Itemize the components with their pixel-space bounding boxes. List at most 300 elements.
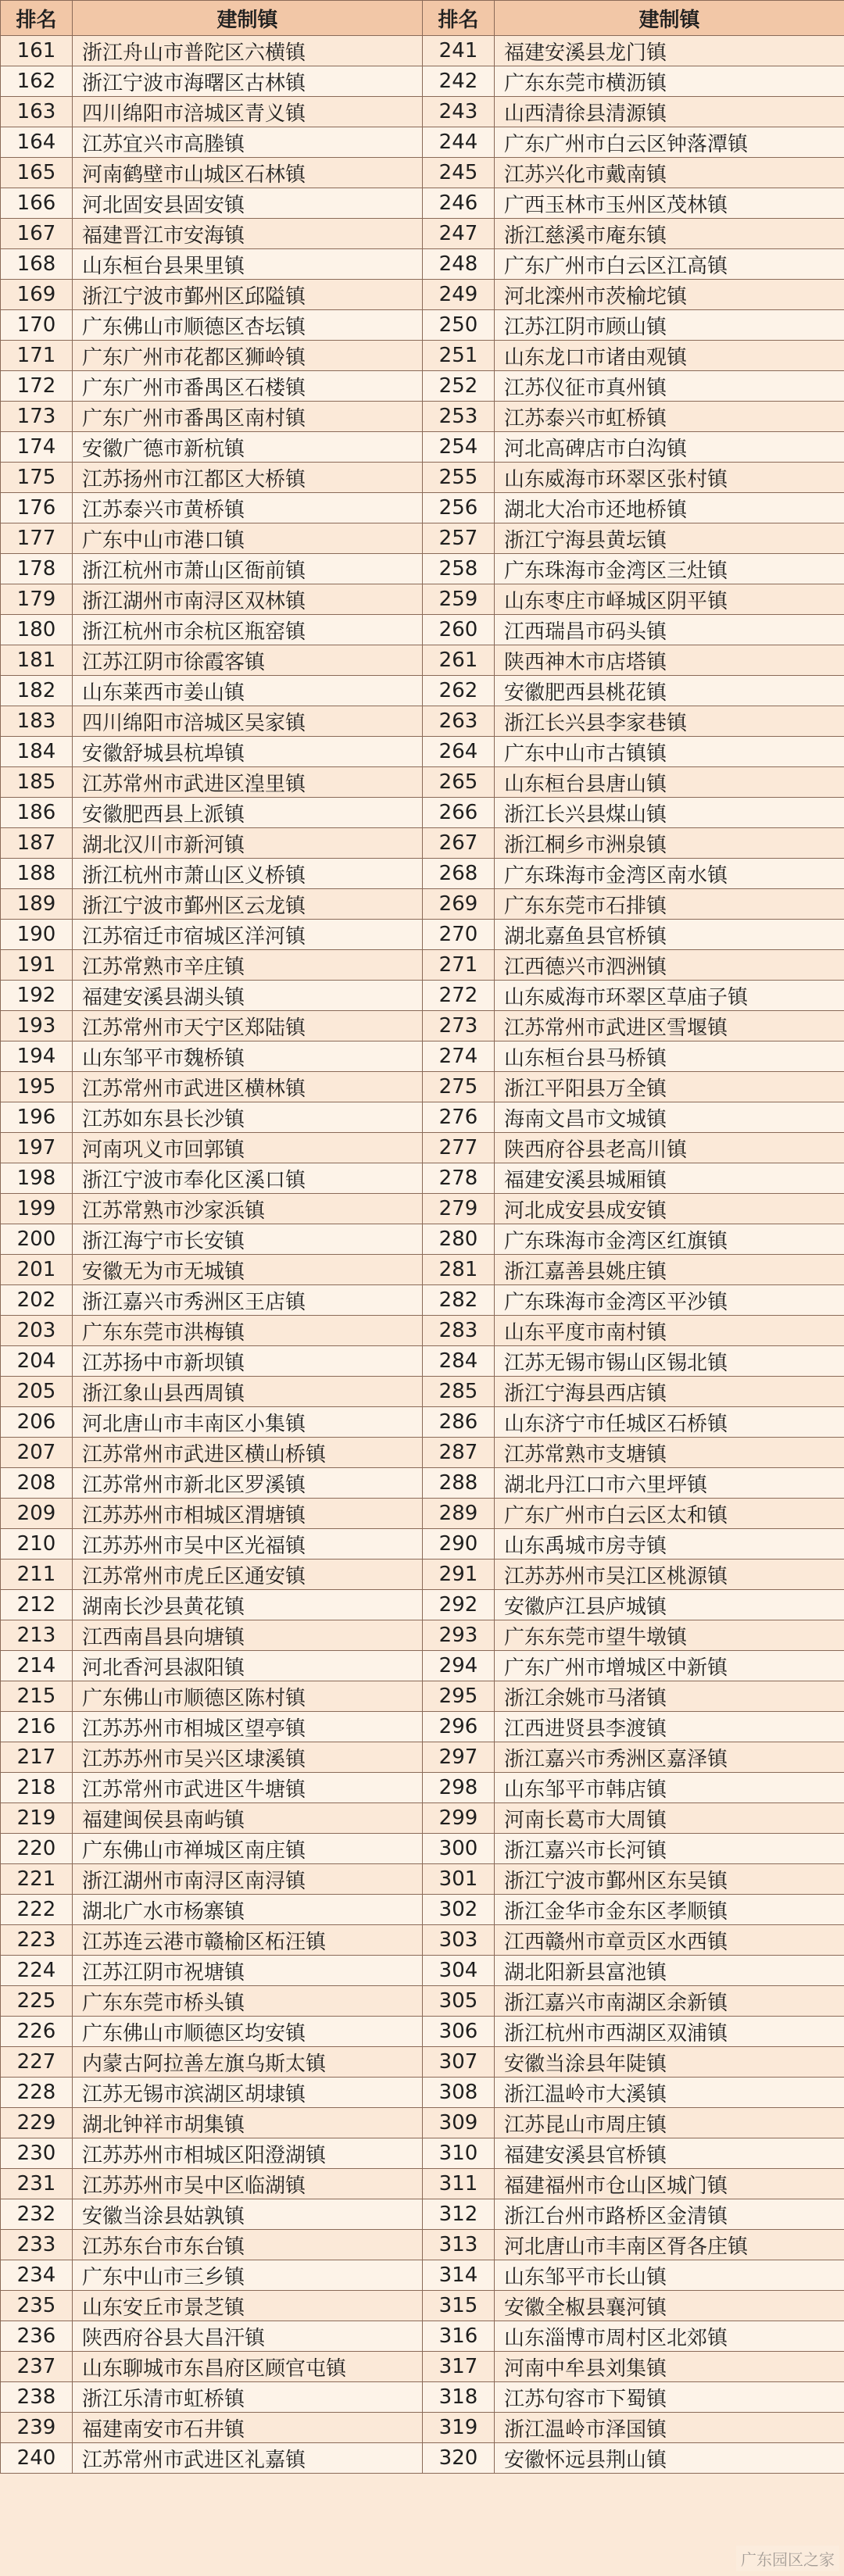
town-cell-left: 福建晋江市安海镇	[73, 219, 423, 249]
town-cell-left: 河北香河县淑阳镇	[73, 1651, 423, 1681]
table-row	[1, 950, 844, 981]
rank-cell-left: 172	[1, 371, 73, 402]
rank-cell-left: 198	[1, 1163, 73, 1194]
town-cell-right: 山西清徐县清源镇	[495, 97, 844, 127]
rank-cell-left: 215	[1, 1681, 73, 1712]
rank-cell-right: 243	[423, 97, 495, 127]
town-cell-left: 山东桓台县果里镇	[73, 249, 423, 280]
table-row	[1, 219, 844, 249]
rank-cell-left: 191	[1, 950, 73, 981]
town-cell-right: 福建福州市仓山区城门镇	[495, 2169, 844, 2199]
rank-cell-left: 229	[1, 2108, 73, 2138]
rank-cell-left: 223	[1, 1925, 73, 1956]
table-row	[1, 493, 844, 523]
table-row	[1, 310, 844, 341]
rank-cell-left: 226	[1, 2017, 73, 2047]
rank-cell-left: 237	[1, 2352, 73, 2382]
town-cell-left: 江苏常熟市辛庄镇	[73, 950, 423, 981]
rank-cell-left: 209	[1, 1499, 73, 1529]
town-cell-right: 浙江平阳县万全镇	[495, 1072, 844, 1102]
table-row	[1, 798, 844, 828]
town-cell-left: 江苏扬州市江都区大桥镇	[73, 463, 423, 493]
table-row	[1, 2382, 844, 2413]
rank-cell-right: 261	[423, 645, 495, 676]
rank-cell-left: 200	[1, 1224, 73, 1255]
table-row	[1, 127, 844, 158]
rank-cell-left: 170	[1, 310, 73, 341]
rank-cell-left: 202	[1, 1285, 73, 1316]
town-cell-left: 江苏常州市虎丘区通安镇	[73, 1560, 423, 1590]
rank-cell-right: 269	[423, 889, 495, 920]
table-row	[1, 889, 844, 920]
town-cell-right: 山东桓台县马桥镇	[495, 1041, 844, 1072]
town-cell-right: 广西玉林市玉州区茂林镇	[495, 188, 844, 219]
town-cell-right: 广东珠海市金湾区南水镇	[495, 859, 844, 889]
town-cell-left: 浙江宁波市奉化区溪口镇	[73, 1163, 423, 1194]
town-cell-left: 江苏苏州市相城区渭塘镇	[73, 1499, 423, 1529]
town-cell-left: 广东佛山市禅城区南庄镇	[73, 1834, 423, 1864]
town-cell-left: 江苏如东县长沙镇	[73, 1102, 423, 1133]
town-cell-right: 广东广州市白云区钟落潭镇	[495, 127, 844, 158]
rank-cell-left: 236	[1, 2321, 73, 2352]
town-cell-right: 广东东莞市横沥镇	[495, 66, 844, 97]
table-row	[1, 463, 844, 493]
town-cell-right: 浙江长兴县李家巷镇	[495, 706, 844, 737]
rank-cell-right: 244	[423, 127, 495, 158]
table-row	[1, 2108, 844, 2138]
rank-cell-left: 232	[1, 2199, 73, 2230]
town-cell-right: 浙江宁海县西店镇	[495, 1377, 844, 1407]
rank-cell-left: 183	[1, 706, 73, 737]
town-cell-right: 江苏句容市下蜀镇	[495, 2382, 844, 2413]
rank-cell-left: 234	[1, 2260, 73, 2291]
town-cell-right: 江苏泰兴市虹桥镇	[495, 402, 844, 432]
rank-cell-right: 263	[423, 706, 495, 737]
rank-cell-left: 166	[1, 188, 73, 219]
town-cell-left: 江苏常州市武进区牛塘镇	[73, 1773, 423, 1803]
rank-cell-right: 264	[423, 737, 495, 767]
rank-cell-left: 181	[1, 645, 73, 676]
table-row	[1, 676, 844, 706]
rank-cell-right: 298	[423, 1773, 495, 1803]
town-cell-left: 江苏常州市武进区横山桥镇	[73, 1438, 423, 1468]
rank-cell-right: 270	[423, 920, 495, 950]
rank-cell-right: 318	[423, 2382, 495, 2413]
rank-cell-left: 233	[1, 2230, 73, 2260]
town-cell-right: 江苏常熟市支塘镇	[495, 1438, 844, 1468]
rank-cell-left: 186	[1, 798, 73, 828]
town-cell-right: 浙江宁海县黄坛镇	[495, 523, 844, 554]
rank-cell-left: 163	[1, 97, 73, 127]
rank-cell-right: 291	[423, 1560, 495, 1590]
rank-cell-right: 311	[423, 2169, 495, 2199]
town-cell-left: 江苏常州市天宁区郑陆镇	[73, 1011, 423, 1041]
table-row	[1, 1011, 844, 1041]
table-row	[1, 341, 844, 371]
table-row	[1, 706, 844, 737]
table-row	[1, 1864, 844, 1895]
town-cell-left: 江苏苏州市吴中区临湖镇	[73, 2169, 423, 2199]
table-row	[1, 584, 844, 615]
town-cell-left: 广东东莞市洪梅镇	[73, 1316, 423, 1346]
table-row	[1, 1620, 844, 1651]
rank-cell-right: 249	[423, 280, 495, 310]
town-cell-right: 广东珠海市金湾区红旗镇	[495, 1224, 844, 1255]
town-cell-right: 湖北阳新县富池镇	[495, 1956, 844, 1986]
table-row	[1, 97, 844, 127]
town-cell-left: 湖北钟祥市胡集镇	[73, 2108, 423, 2138]
header-row	[1, 1, 844, 36]
town-cell-right: 江苏苏州市吴江区桃源镇	[495, 1560, 844, 1590]
header-rank-left: 排名	[1, 1, 73, 36]
rank-cell-right: 289	[423, 1499, 495, 1529]
rank-cell-left: 184	[1, 737, 73, 767]
rank-cell-left: 199	[1, 1194, 73, 1224]
town-cell-right: 江西瑞昌市码头镇	[495, 615, 844, 645]
town-cell-left: 安徽当涂县姑孰镇	[73, 2199, 423, 2230]
table-row	[1, 523, 844, 554]
town-cell-left: 河南巩义市回郭镇	[73, 1133, 423, 1163]
town-cell-right: 浙江桐乡市洲泉镇	[495, 828, 844, 859]
table-row	[1, 1499, 844, 1529]
rank-cell-left: 195	[1, 1072, 73, 1102]
rank-cell-left: 173	[1, 402, 73, 432]
town-cell-left: 安徽无为市无城镇	[73, 1255, 423, 1285]
town-cell-left: 山东邹平市魏桥镇	[73, 1041, 423, 1072]
town-cell-right: 广东东莞市石排镇	[495, 889, 844, 920]
rank-cell-right: 287	[423, 1438, 495, 1468]
rank-cell-left: 213	[1, 1620, 73, 1651]
town-cell-right: 广东东莞市望牛墩镇	[495, 1620, 844, 1651]
rank-cell-right: 305	[423, 1986, 495, 2017]
rank-cell-left: 189	[1, 889, 73, 920]
rank-cell-right: 288	[423, 1468, 495, 1499]
town-cell-left: 江苏宿迁市宿城区洋河镇	[73, 920, 423, 950]
rank-cell-left: 240	[1, 2443, 73, 2474]
rank-cell-right: 295	[423, 1681, 495, 1712]
town-cell-left: 福建安溪县湖头镇	[73, 981, 423, 1011]
table-row	[1, 1224, 844, 1255]
rank-cell-right: 248	[423, 249, 495, 280]
town-cell-right: 山东淄博市周村区北郊镇	[495, 2321, 844, 2352]
rank-cell-left: 216	[1, 1712, 73, 1742]
town-cell-left: 山东安丘市景芝镇	[73, 2291, 423, 2321]
rank-cell-left: 192	[1, 981, 73, 1011]
table-row	[1, 1438, 844, 1468]
rank-cell-right: 265	[423, 767, 495, 798]
rank-cell-right: 271	[423, 950, 495, 981]
rank-cell-right: 250	[423, 310, 495, 341]
rank-cell-right: 310	[423, 2138, 495, 2169]
rank-cell-right: 282	[423, 1285, 495, 1316]
town-cell-left: 江苏苏州市相城区阳澄湖镇	[73, 2138, 423, 2169]
table-row	[1, 1834, 844, 1864]
table-row	[1, 2260, 844, 2291]
town-cell-left: 湖南长沙县黄花镇	[73, 1590, 423, 1620]
table-row	[1, 2321, 844, 2352]
town-cell-right: 江西进贤县李渡镇	[495, 1712, 844, 1742]
town-cell-right: 广东广州市白云区江高镇	[495, 249, 844, 280]
rank-cell-right: 293	[423, 1620, 495, 1651]
rank-cell-right: 262	[423, 676, 495, 706]
town-cell-right: 浙江嘉兴市长河镇	[495, 1834, 844, 1864]
town-cell-right: 河北滦州市茨榆坨镇	[495, 280, 844, 310]
town-cell-left: 浙江杭州市萧山区衙前镇	[73, 554, 423, 584]
town-cell-right: 江西赣州市章贡区水西镇	[495, 1925, 844, 1956]
town-cell-left: 内蒙古阿拉善左旗乌斯太镇	[73, 2047, 423, 2078]
town-cell-right: 福建安溪县官桥镇	[495, 2138, 844, 2169]
rank-cell-right: 314	[423, 2260, 495, 2291]
town-cell-left: 安徽舒城县杭埠镇	[73, 737, 423, 767]
table-row	[1, 249, 844, 280]
town-cell-left: 浙江宁波市海曙区古林镇	[73, 66, 423, 97]
town-cell-right: 江苏常州市武进区雪堰镇	[495, 1011, 844, 1041]
rank-cell-right: 254	[423, 432, 495, 463]
table-row	[1, 828, 844, 859]
rank-cell-left: 164	[1, 127, 73, 158]
table-row	[1, 1377, 844, 1407]
town-cell-right: 安徽肥西县桃花镇	[495, 676, 844, 706]
town-cell-right: 山东禹城市房寺镇	[495, 1529, 844, 1560]
town-cell-right: 山东枣庄市峄城区阴平镇	[495, 584, 844, 615]
rank-cell-left: 204	[1, 1346, 73, 1377]
town-cell-right: 江苏昆山市周庄镇	[495, 2108, 844, 2138]
town-cell-right: 陕西神木市店塔镇	[495, 645, 844, 676]
rank-cell-right: 280	[423, 1224, 495, 1255]
table-row	[1, 158, 844, 188]
table-row	[1, 859, 844, 889]
town-cell-left: 江苏扬中市新坝镇	[73, 1346, 423, 1377]
town-cell-left: 江西南昌县向塘镇	[73, 1620, 423, 1651]
table-row	[1, 1560, 844, 1590]
table-row	[1, 1407, 844, 1438]
rank-cell-right: 313	[423, 2230, 495, 2260]
town-cell-right: 浙江温岭市大溪镇	[495, 2078, 844, 2108]
table-row	[1, 1681, 844, 1712]
town-cell-left: 浙江乐清市虹桥镇	[73, 2382, 423, 2413]
rank-cell-right: 306	[423, 2017, 495, 2047]
town-cell-left: 广东佛山市顺德区杏坛镇	[73, 310, 423, 341]
rank-cell-right: 304	[423, 1956, 495, 1986]
rank-cell-left: 211	[1, 1560, 73, 1590]
table-row	[1, 2017, 844, 2047]
table-row	[1, 1041, 844, 1072]
town-cell-right: 福建安溪县城厢镇	[495, 1163, 844, 1194]
town-cell-right: 河南中牟县刘集镇	[495, 2352, 844, 2382]
rank-cell-left: 203	[1, 1316, 73, 1346]
town-cell-left: 江苏东台市东台镇	[73, 2230, 423, 2260]
table-row	[1, 2291, 844, 2321]
rank-cell-left: 182	[1, 676, 73, 706]
rank-cell-right: 300	[423, 1834, 495, 1864]
rank-cell-right: 259	[423, 584, 495, 615]
rank-cell-right: 268	[423, 859, 495, 889]
table-row	[1, 920, 844, 950]
town-cell-right: 浙江嘉兴市秀洲区嘉泽镇	[495, 1742, 844, 1773]
town-cell-right: 浙江温岭市泽国镇	[495, 2413, 844, 2443]
table-row	[1, 1316, 844, 1346]
table-row	[1, 1255, 844, 1285]
table-row	[1, 1895, 844, 1925]
town-cell-right: 广东广州市增城区中新镇	[495, 1651, 844, 1681]
rank-cell-left: 175	[1, 463, 73, 493]
town-cell-right: 浙江嘉兴市南湖区余新镇	[495, 1986, 844, 2017]
rank-cell-left: 165	[1, 158, 73, 188]
rank-cell-right: 302	[423, 1895, 495, 1925]
town-cell-right: 海南文昌市文城镇	[495, 1102, 844, 1133]
town-cell-left: 浙江嘉兴市秀洲区王店镇	[73, 1285, 423, 1316]
rank-cell-right: 317	[423, 2352, 495, 2382]
table-row	[1, 615, 844, 645]
table-row	[1, 2443, 844, 2474]
table-row	[1, 1194, 844, 1224]
town-cell-left: 江苏泰兴市黄桥镇	[73, 493, 423, 523]
town-cell-right: 广东珠海市金湾区三灶镇	[495, 554, 844, 584]
rank-cell-right: 251	[423, 341, 495, 371]
town-cell-right: 浙江宁波市鄞州区东吴镇	[495, 1864, 844, 1895]
town-cell-left: 广东佛山市顺德区均安镇	[73, 2017, 423, 2047]
table-row	[1, 1072, 844, 1102]
rank-cell-left: 218	[1, 1773, 73, 1803]
rank-cell-left: 187	[1, 828, 73, 859]
town-cell-left: 福建南安市石井镇	[73, 2413, 423, 2443]
rank-cell-left: 208	[1, 1468, 73, 1499]
rank-cell-right: 279	[423, 1194, 495, 1224]
table-row	[1, 2047, 844, 2078]
table-row	[1, 554, 844, 584]
rank-cell-right: 245	[423, 158, 495, 188]
town-cell-left: 四川绵阳市涪城区吴家镇	[73, 706, 423, 737]
rank-cell-left: 231	[1, 2169, 73, 2199]
rank-cell-right: 296	[423, 1712, 495, 1742]
rank-cell-right: 255	[423, 463, 495, 493]
rank-cell-right: 319	[423, 2413, 495, 2443]
town-cell-right: 河北唐山市丰南区胥各庄镇	[495, 2230, 844, 2260]
table-row	[1, 2413, 844, 2443]
town-cell-right: 浙江慈溪市庵东镇	[495, 219, 844, 249]
rank-cell-right: 285	[423, 1377, 495, 1407]
town-cell-left: 江苏苏州市吴兴区埭溪镇	[73, 1742, 423, 1773]
town-cell-right: 广东珠海市金湾区平沙镇	[495, 1285, 844, 1316]
table-row	[1, 2199, 844, 2230]
town-cell-left: 湖北汉川市新河镇	[73, 828, 423, 859]
town-cell-right: 湖北大冶市还地桥镇	[495, 493, 844, 523]
rank-cell-right: 247	[423, 219, 495, 249]
table-header	[1, 1, 844, 36]
table-row	[1, 1773, 844, 1803]
rank-cell-left: 220	[1, 1834, 73, 1864]
town-cell-left: 江苏常熟市沙家浜镇	[73, 1194, 423, 1224]
rank-cell-right: 258	[423, 554, 495, 584]
town-cell-left: 广东广州市番禺区南村镇	[73, 402, 423, 432]
rank-cell-left: 180	[1, 615, 73, 645]
town-cell-left: 河北固安县固安镇	[73, 188, 423, 219]
table-row	[1, 402, 844, 432]
rank-cell-right: 309	[423, 2108, 495, 2138]
rank-cell-right: 246	[423, 188, 495, 219]
table-body	[1, 36, 844, 2474]
town-cell-left: 山东聊城市东昌府区顾官屯镇	[73, 2352, 423, 2382]
rank-cell-left: 227	[1, 2047, 73, 2078]
header-rank-right: 排名	[423, 1, 495, 36]
table-row	[1, 1163, 844, 1194]
rank-cell-right: 242	[423, 66, 495, 97]
rank-cell-right: 241	[423, 36, 495, 66]
table-row	[1, 1651, 844, 1681]
town-cell-left: 湖北广水市杨寨镇	[73, 1895, 423, 1925]
town-cell-right: 江西德兴市泗洲镇	[495, 950, 844, 981]
rank-cell-left: 162	[1, 66, 73, 97]
town-cell-right: 江苏兴化市戴南镇	[495, 158, 844, 188]
rank-cell-left: 219	[1, 1803, 73, 1834]
town-cell-right: 山东济宁市任城区石桥镇	[495, 1407, 844, 1438]
rank-cell-right: 308	[423, 2078, 495, 2108]
rank-cell-left: 207	[1, 1438, 73, 1468]
rank-cell-right: 297	[423, 1742, 495, 1773]
rank-cell-left: 225	[1, 1986, 73, 2017]
town-cell-left: 福建闽侯县南屿镇	[73, 1803, 423, 1834]
rank-cell-left: 210	[1, 1529, 73, 1560]
town-cell-right: 江苏江阴市顾山镇	[495, 310, 844, 341]
town-cell-left: 河北唐山市丰南区小集镇	[73, 1407, 423, 1438]
rank-cell-right: 272	[423, 981, 495, 1011]
town-cell-left: 安徽肥西县上派镇	[73, 798, 423, 828]
table-row	[1, 1468, 844, 1499]
rank-cell-right: 256	[423, 493, 495, 523]
rank-cell-left: 224	[1, 1956, 73, 1986]
town-cell-right: 福建安溪县龙门镇	[495, 36, 844, 66]
town-cell-right: 湖北嘉鱼县官桥镇	[495, 920, 844, 950]
town-cell-left: 四川绵阳市涪城区青义镇	[73, 97, 423, 127]
town-cell-left: 广东东莞市桥头镇	[73, 1986, 423, 2017]
town-cell-right: 浙江长兴县煤山镇	[495, 798, 844, 828]
table-row	[1, 36, 844, 66]
table-row	[1, 737, 844, 767]
rank-cell-left: 185	[1, 767, 73, 798]
rank-cell-right: 303	[423, 1925, 495, 1956]
rank-cell-left: 235	[1, 2291, 73, 2321]
rank-cell-right: 299	[423, 1803, 495, 1834]
table-row	[1, 2352, 844, 2382]
town-cell-right: 江苏仪征市真州镇	[495, 371, 844, 402]
table-row	[1, 1986, 844, 2017]
rank-cell-right: 316	[423, 2321, 495, 2352]
rank-cell-left: 179	[1, 584, 73, 615]
town-cell-left: 江苏常州市武进区湟里镇	[73, 767, 423, 798]
town-cell-right: 浙江台州市路桥区金清镇	[495, 2199, 844, 2230]
rank-cell-right: 301	[423, 1864, 495, 1895]
rank-cell-right: 307	[423, 2047, 495, 2078]
town-cell-left: 浙江舟山市普陀区六横镇	[73, 36, 423, 66]
rank-cell-left: 167	[1, 219, 73, 249]
rank-cell-right: 266	[423, 798, 495, 828]
rank-cell-right: 283	[423, 1316, 495, 1346]
rank-cell-right: 290	[423, 1529, 495, 1560]
rank-cell-right: 253	[423, 402, 495, 432]
rank-cell-left: 161	[1, 36, 73, 66]
rank-cell-left: 206	[1, 1407, 73, 1438]
rank-cell-right: 277	[423, 1133, 495, 1163]
town-cell-right: 山东平度市南村镇	[495, 1316, 844, 1346]
town-cell-left: 浙江杭州市余杭区瓶窑镇	[73, 615, 423, 645]
rank-cell-right: 274	[423, 1041, 495, 1072]
table-row	[1, 1102, 844, 1133]
rank-cell-right: 267	[423, 828, 495, 859]
rank-cell-right: 275	[423, 1072, 495, 1102]
town-cell-right: 湖北丹江口市六里坪镇	[495, 1468, 844, 1499]
rank-cell-left: 196	[1, 1102, 73, 1133]
town-cell-left: 河南鹤壁市山城区石林镇	[73, 158, 423, 188]
